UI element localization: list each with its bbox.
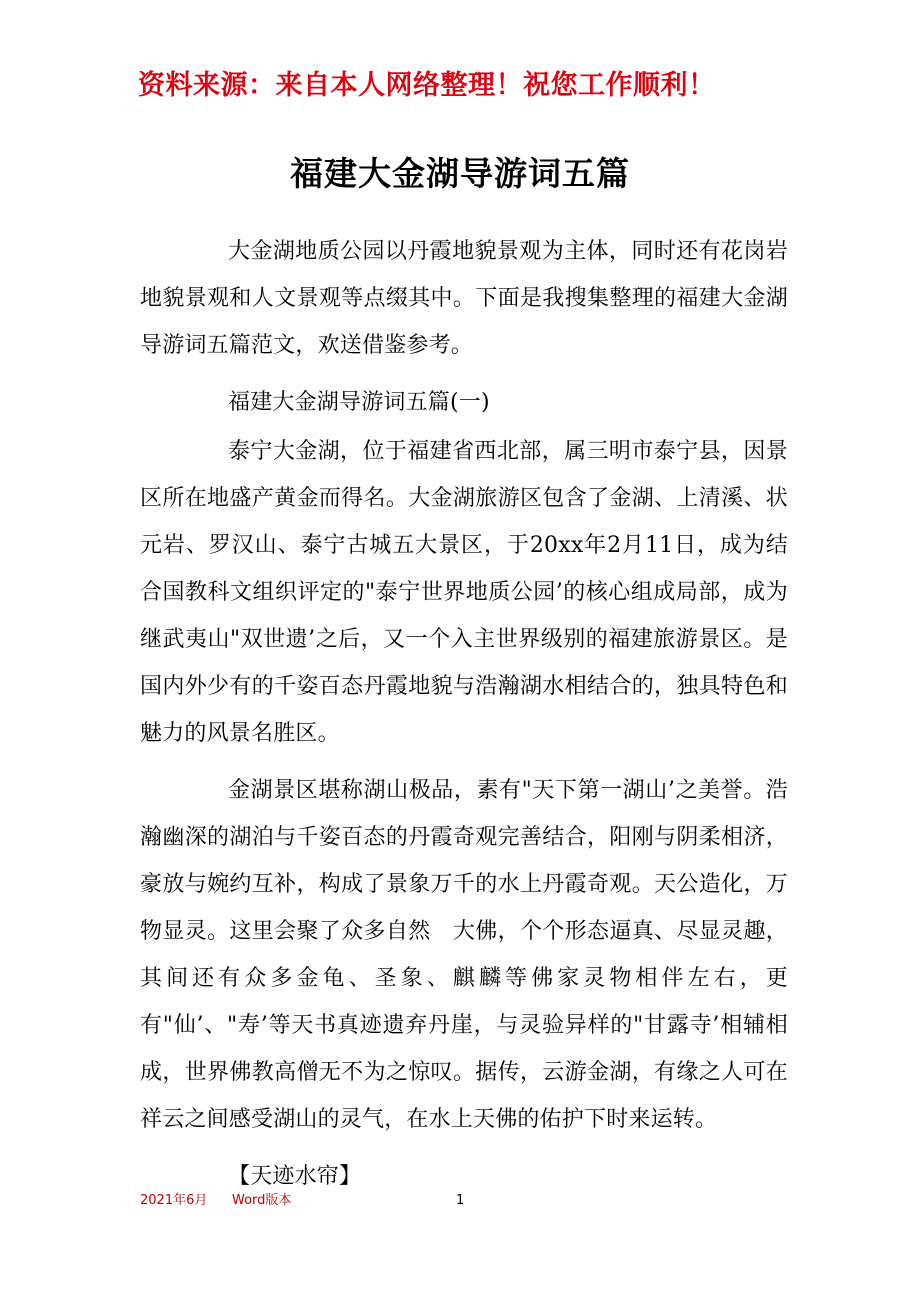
page-footer xyxy=(140,1190,780,1212)
source-banner: 资料来源：来自本人网络整理！祝您工作顺利！ xyxy=(138,70,716,101)
subsection-heading: 【天迹水帘】 xyxy=(228,1164,362,1189)
section-heading: 福建大金湖导游词五篇(一) xyxy=(228,390,490,415)
document-body xyxy=(140,228,788,1210)
page-number: 1 xyxy=(456,1193,465,1208)
body-paragraph: 泰宁大金湖，位于福建省西北部，属三明市泰宁县，因景区所在地盛产黄金而得名。大金湖旅游区包含了金湖、上清溪、状元岩、罗汉山、泰宁古城五大景区，于20xx年2月11日，成为结合国教科文组织评定的"泰宁世界地质公园’的核心组成局部，成为继武夷山"双世遗’之后，又一个入主世界级别的福建旅游景区。是国内外少有的千姿百态丹霞地貌与浩瀚湖水相结合的，独具特色和魅力的风景名胜区。 xyxy=(140,439,788,746)
intro-paragraph: 大金湖地质公园以丹霞地貌景观为主体，同时还有花岗岩地貌景观和人文景观等点缀其中。下面是我搜集整理的福建大金湖导游词五篇范文，欢送借鉴参考。 xyxy=(140,239,788,358)
footer-date: 2021年6月 xyxy=(140,1193,208,1208)
footer-version: Word版本 xyxy=(232,1193,292,1208)
body-paragraph: 金湖景区堪称湖山极品，素有"天下第一湖山’之美誉。浩瀚幽深的湖泊与千姿百态的丹霞奇观完善结合，阳刚与阴柔相济，豪放与婉约互补，构成了景象万千的水上丹霞奇观。天公造化，万物显灵。这里会聚了众多自然 大佛，个个形态逼真、尽显灵趣，其间还有众多金龟、圣象、麒麟等佛家灵物相伴左右，更有"仙’、"寿’等天书真迹遗弃丹崖，与灵验异样的"甘露寺’相辅相成，世界佛教高僧无不为之惊叹。据传，云游金湖，有缘之人可在祥云之间感受湖山的灵气，在水上天佛的佑护下时来运转。 xyxy=(140,778,788,1132)
page-title: 福建大金湖导游词五篇 xyxy=(290,154,630,193)
